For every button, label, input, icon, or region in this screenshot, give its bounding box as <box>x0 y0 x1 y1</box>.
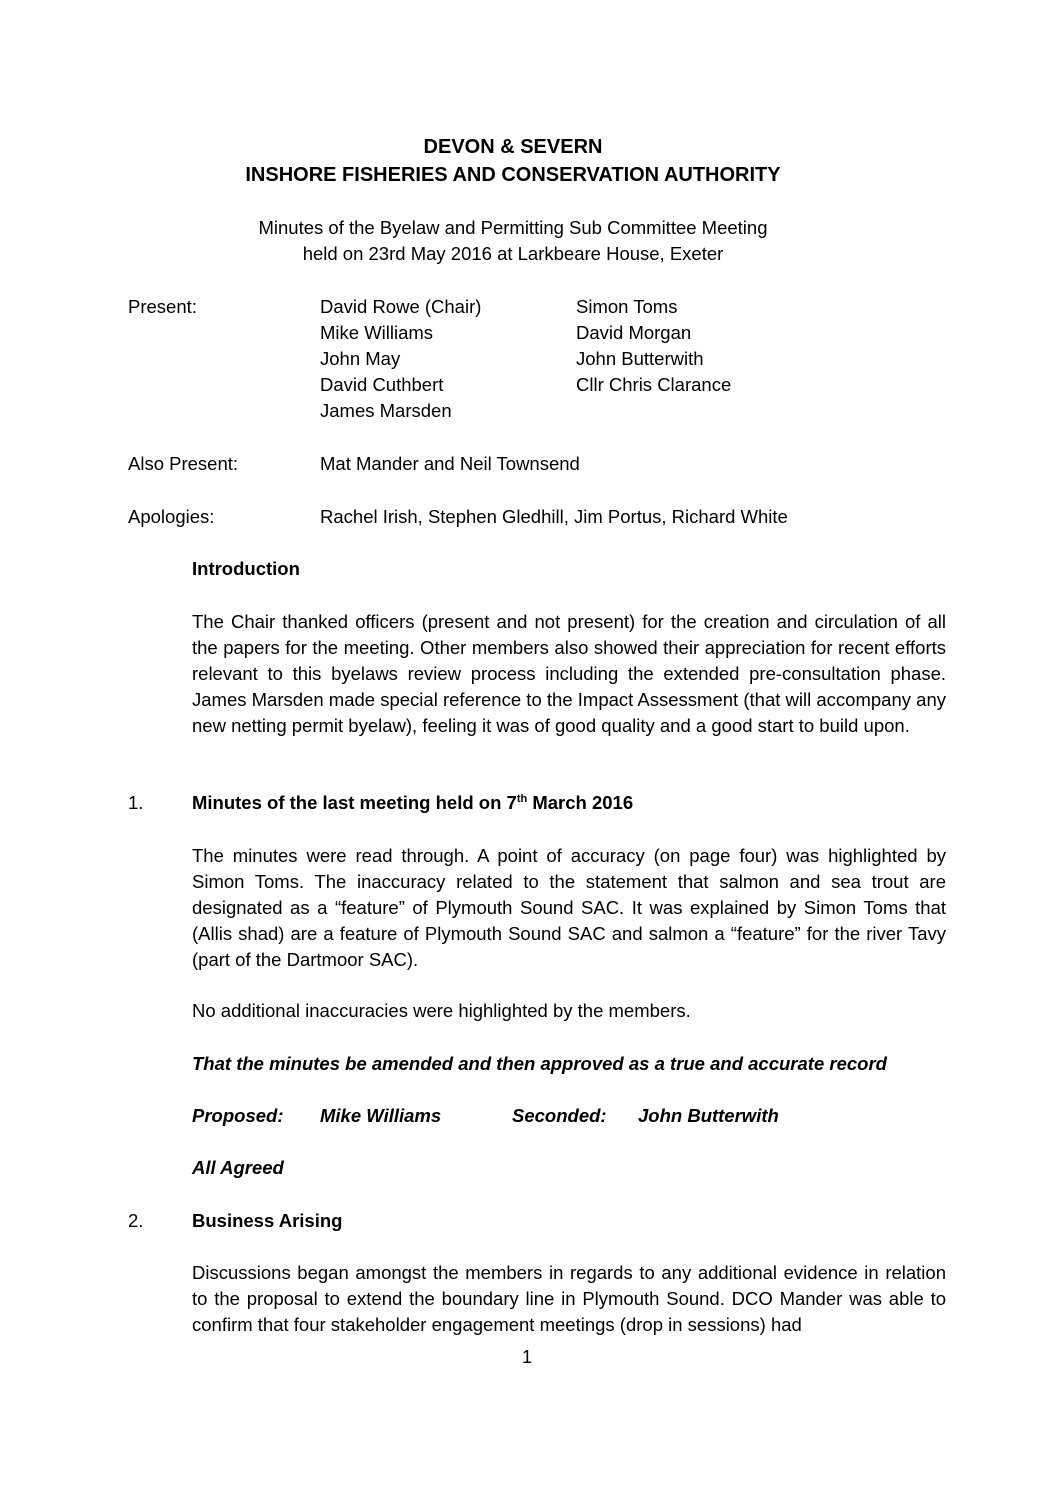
meeting-subtitle-line2: held on 23rd May 2016 at Larkbeare House, Exeter <box>302 243 724 264</box>
present-label: Present: <box>128 296 197 317</box>
seconded-name: John Butterwith <box>638 1105 779 1126</box>
section1-paragraph-2: No additional inaccuracies were highlighted by the members. <box>192 1000 691 1021</box>
meeting-subtitle-line1: Minutes of the Byelaw and Permitting Sub Committee Meeting <box>258 217 768 238</box>
document-title-line2: INSHORE FISHERIES AND CONSERVATION AUTHORITY <box>245 164 781 186</box>
proposed-label: Proposed: <box>192 1105 284 1126</box>
seconded-label: Seconded: <box>512 1105 607 1126</box>
section1-paragraph: The minutes were read through. A point of accuracy (on page four) was highlighted by Simon Toms. The inaccuracy related to the statement that salmon and sea trout are designated as a “feature” of Plymouth Sound SAC. It was explained by Simon Toms that (Allis shad) are a feature of Plymouth Sound SAC and salmon a “feature” for the river Tavy (part of the Dartmoor SAC). <box>192 845 946 970</box>
present-member: John May <box>320 348 401 369</box>
present-member: David Morgan <box>576 322 692 343</box>
introduction-heading: Introduction <box>192 558 300 579</box>
present-member: James Marsden <box>320 400 452 421</box>
present-member: David Cuthbert <box>320 374 444 395</box>
section1-heading: Minutes of the last meeting held on 7th March 2016 <box>192 792 634 813</box>
apologies-value: Rachel Irish, Stephen Gledhill, Jim Portus, Richard White <box>320 506 788 527</box>
present-member: Mike Williams <box>320 322 434 343</box>
section1-number: 1. <box>128 792 144 813</box>
proposed-name: Mike Williams <box>320 1105 442 1126</box>
section1-heading-sup: th <box>516 792 528 805</box>
section2-number: 2. <box>128 1210 144 1231</box>
present-member: John Butterwith <box>576 348 704 369</box>
apologies-label: Apologies: <box>128 506 215 527</box>
present-member: Cllr Chris Clarance <box>576 374 732 395</box>
also-present-value: Mat Mander and Neil Townsend <box>320 453 580 474</box>
agreed-text: All Agreed <box>192 1157 284 1178</box>
introduction-paragraph: The Chair thanked officers (present and not present) for the creation and circulation of all the papers for the meeting. Other members also showed their appreciation for recent efforts relevant to this byelaws review process including the extended pre-consultation phase. James Marsden made special reference to the Impact Assessment (that will accompany any new netting permit byelaw), feeling it was of good quality and a good start to build upon. <box>192 611 946 736</box>
section2-paragraph: Discussions began amongst the members in regards to any additional evidence in relation to the proposal to extend the boundary line in Plymouth Sound. DCO Mander was able to confirm that four stakeholder engagement meetings (drop in sessions) had <box>192 1262 946 1335</box>
also-present-label: Also Present: <box>128 453 239 474</box>
page-number: 1 <box>521 1346 533 1367</box>
resolution-text: That the minutes be amended and then approved as a true and accurate record <box>192 1053 887 1074</box>
document-title-line1: DEVON & SEVERN <box>423 136 603 158</box>
section2-heading: Business Arising <box>192 1210 343 1231</box>
present-member: Simon Toms <box>576 296 678 317</box>
present-member: David Rowe (Chair) <box>320 296 482 317</box>
